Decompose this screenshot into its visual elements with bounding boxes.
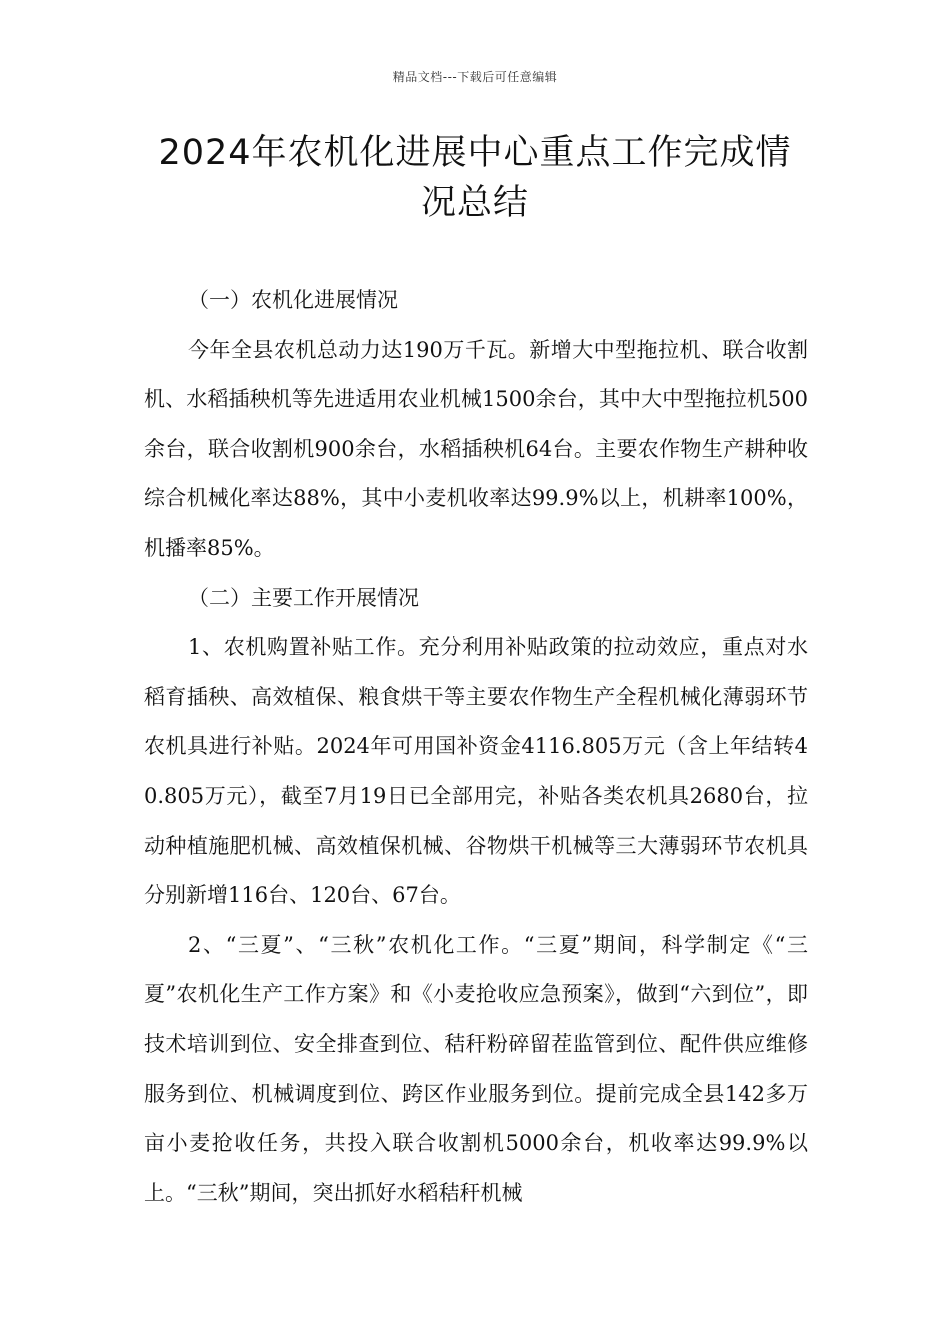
document-body — [144, 276, 808, 1218]
title-line-1: 2024年农机化进展中心重点工作完成情 — [158, 133, 792, 173]
section-1-paragraph: 今年全县农机总动力达190万千瓦。新增大中型拖拉机、联合收割机、水稻插秧机等先进适用农业机械1500余台，其中大中型拖拉机500余台，联合收割机900余台，水稻插秧机64台。主要农作物生产耕种收综合机械化率达88%，其中小麦机收率达99.9%以上，机耕率100%，机播率85%。 — [144, 337, 808, 560]
header-note: 精品文档---下载后可任意编辑 — [392, 70, 558, 84]
section-2-heading: （二）主要工作开展情况 — [188, 585, 419, 610]
title-line-2: 况总结 — [420, 183, 529, 223]
section-1-heading: （一）农机化进展情况 — [188, 288, 398, 312]
item-2-paragraph: 2、“三夏”、“三秋”农机化工作。“三夏”期间，科学制定《“三夏”农机化生产工作方案》和《小麦抢收应急预案》，做到“六到位”，即技术培训到位、安全排查到位、秸秆粉碎留茬监管到位、配件供应维修服务到位、机械调度到位、跨区作业服务到位。提前完成全县142多万亩小麦抢收任务，共投入联合收割机5000余台，机收率达99.9%以上。“三秋”期间，突出抓好水稻秸秆机械 — [144, 932, 808, 1205]
item-1-paragraph: 1、农机购置补贴工作。充分利用补贴政策的拉动效应，重点对水稻育插秧、高效植保、粮食烘干等主要农作物生产全程机械化薄弱环节农机具进行补贴。2024年可用国补资金4116.805万元（含上年结转40.805万元），截至7月19日已全部用完，补贴各类农机具2680台，拉动种植施肥机械、高效植保机械、谷物烘干机械等三大薄弱环节农机具分别新增116台、120台、67台。 — [144, 635, 808, 908]
document-title — [140, 128, 810, 228]
